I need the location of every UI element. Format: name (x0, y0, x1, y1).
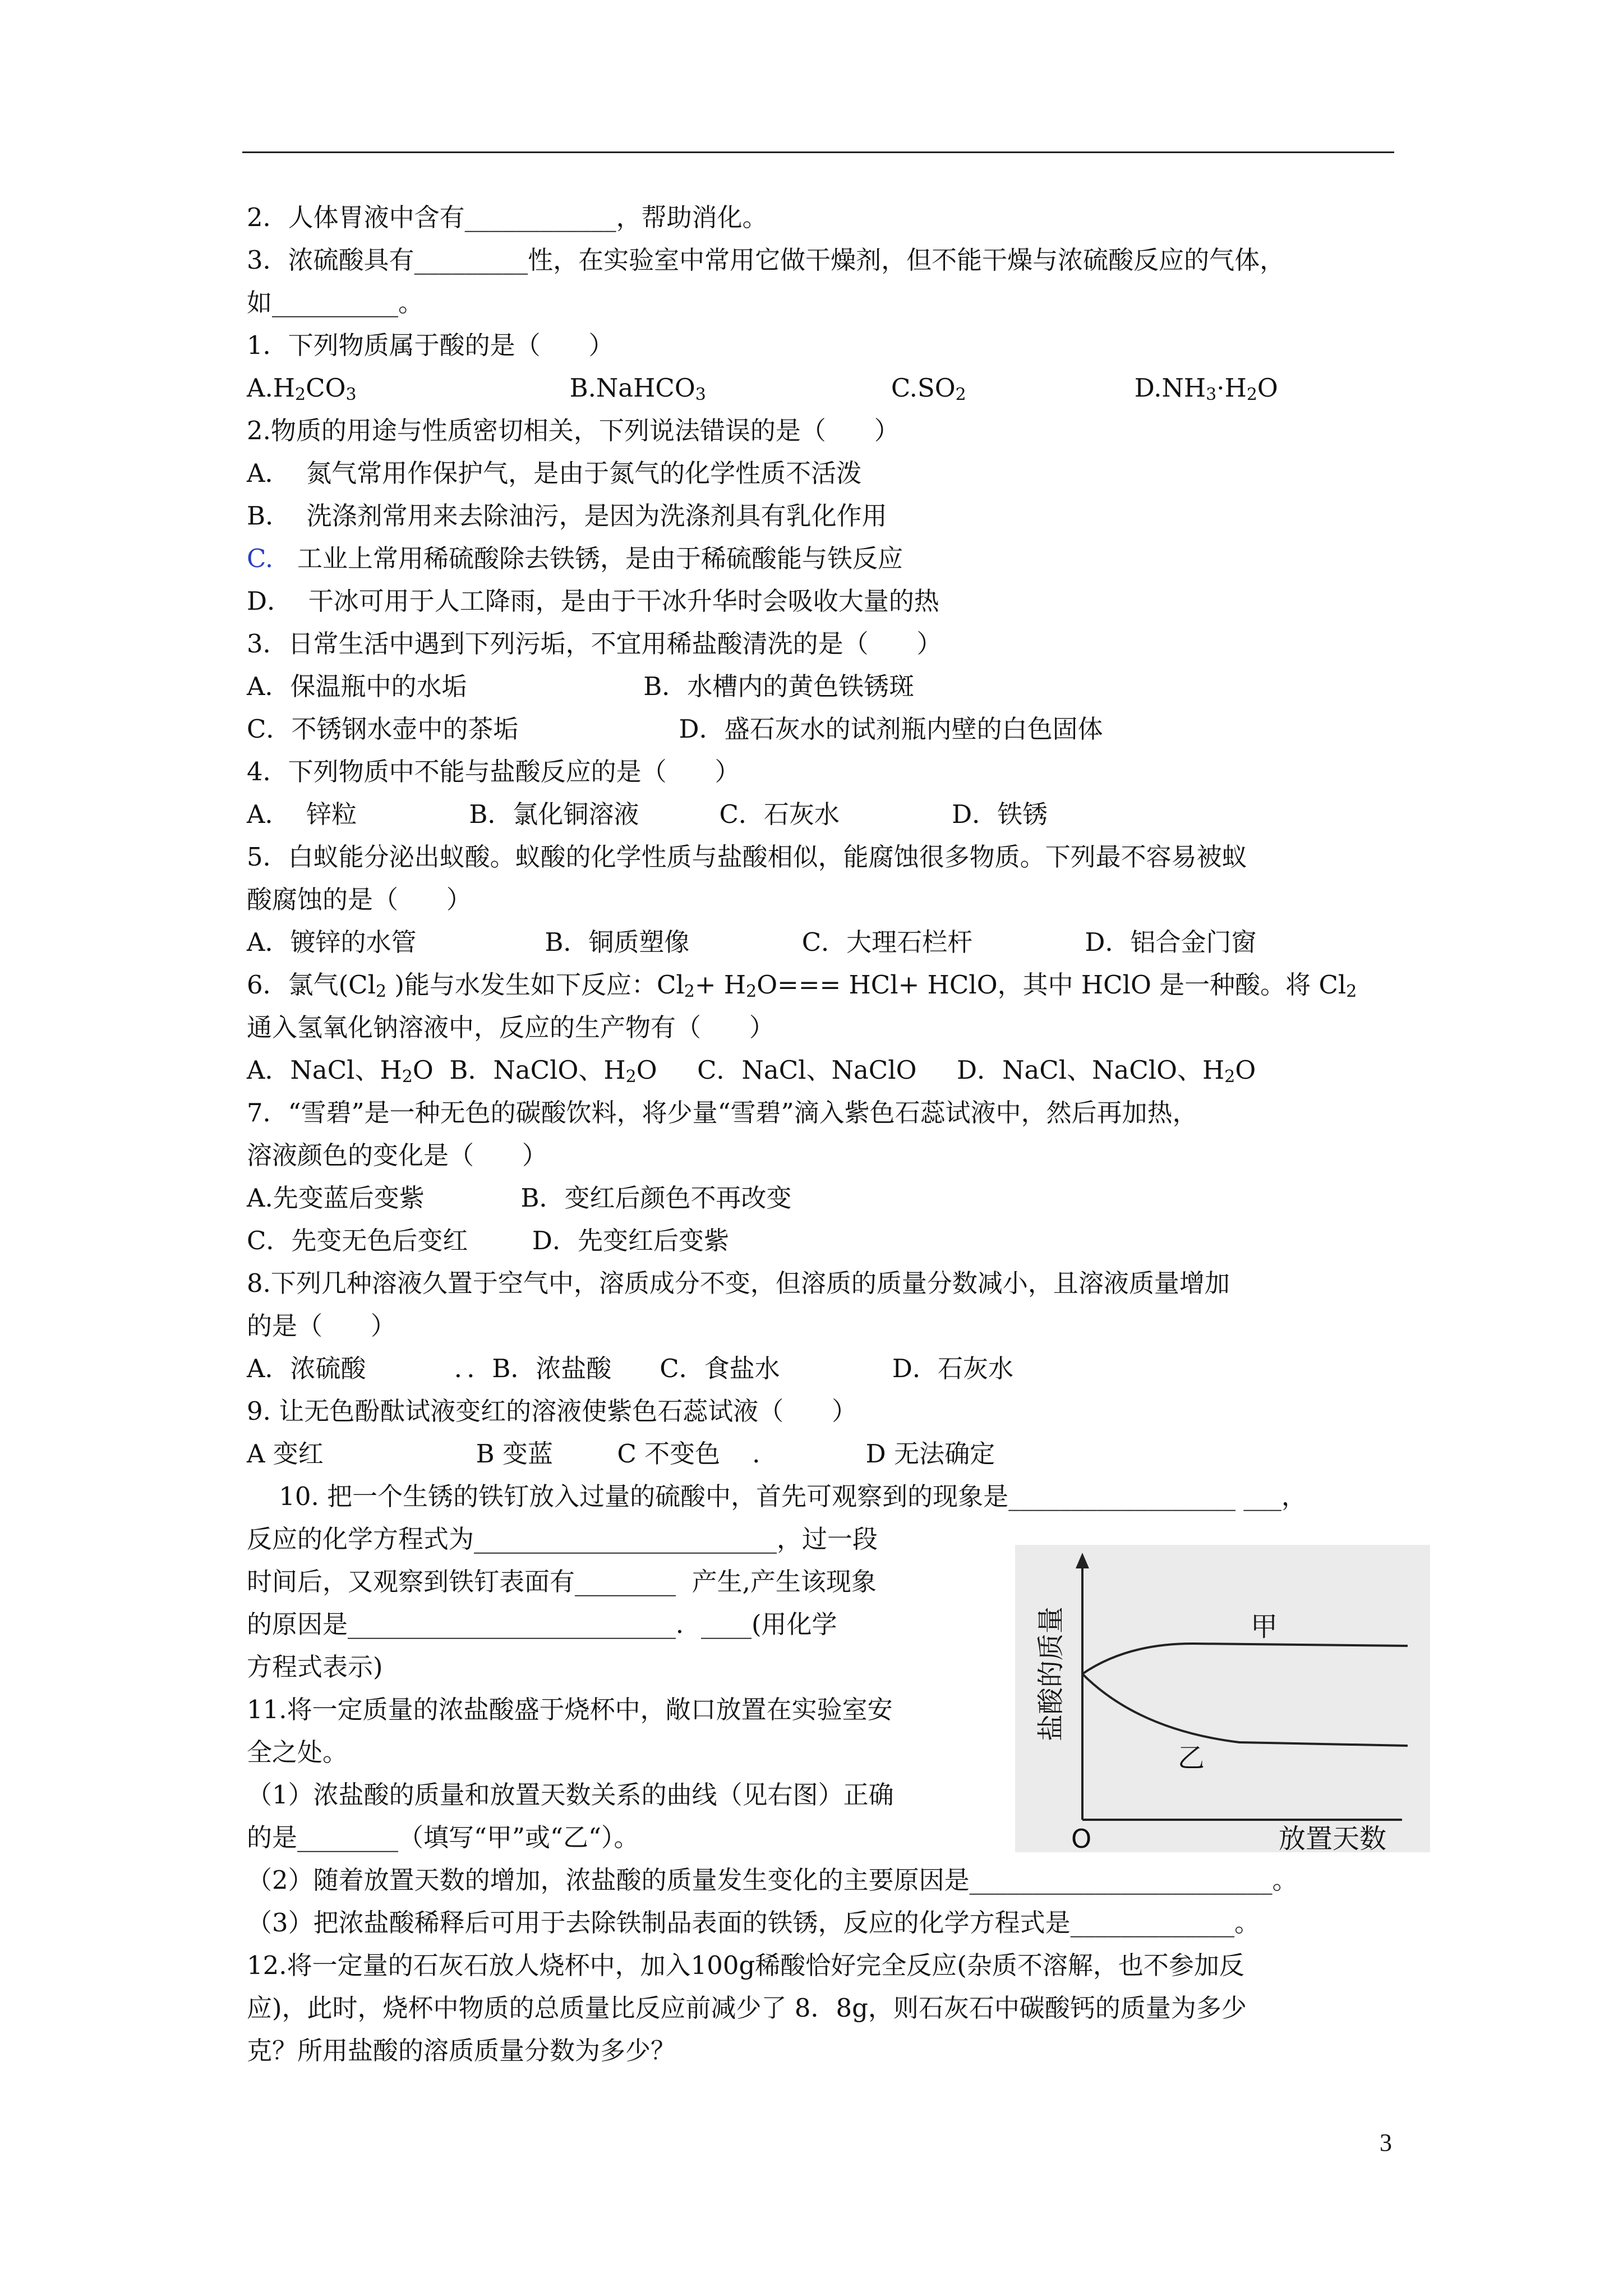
q-11-2: （2）随着放置天数的增加，浓盐酸的质量发生变化的主要原因是________________________。 (247, 1865, 1298, 1895)
curve-yi-label: 乙 (1178, 1742, 1205, 1774)
y-axis-label: 盐酸的质量 (1035, 1606, 1067, 1742)
q-10e: 方程式表示) (247, 1652, 383, 1682)
mc-2: 2.物质的用途与性质密切相关，下列说法错误的是（ ） (247, 416, 900, 445)
page-number: 3 (1380, 2129, 1392, 2156)
q-11-3: （3）把浓盐酸稀释后可用于去除铁制品表面的铁锈，反应的化学方程式是_____________。 (247, 1908, 1260, 1938)
origin-label: O (1071, 1824, 1092, 1852)
mass-vs-days-figure (1015, 1545, 1430, 1852)
mc-2-b: B． 洗涤剂常用来去除油污，是因为洗涤剂具有乳化作用 (247, 501, 887, 531)
q-12c: 克？所用盐酸的溶质质量分数为多少？ (247, 2036, 676, 2065)
mc-7: 7．“雪碧”是一种无色的碳酸饮料，将少量“雪碧”滴入紫色石蕊试液中，然后再加热， (247, 1098, 1198, 1128)
curve-jia (1082, 1644, 1408, 1674)
y-axis-arrow (1076, 1553, 1089, 1568)
mc-6: 6．氯气($Cl_2$ )能与水发生如下反应：$Cl_2+ H_2O=== HCl+$ HClO，其中 HClO 是一种酸。将 $Cl_2$ (247, 970, 1357, 1001)
q-12: 12.将一定量的石灰石放人烧杯中，加入100g稀酸恰好完全反应(杂质不溶解，也不参加反 (247, 1950, 1244, 1980)
mc-3: 3．日常生活中遇到下列污垢，不宜用稀盐酸清洗的是（ ） (247, 629, 942, 659)
header-rule (242, 151, 1394, 153)
mc-2-a: A． 氮气常用作保护气，是由于氮气的化学性质不活泼 (247, 458, 862, 488)
q-10d: 的原因是__________________________．____(用化学 (247, 1609, 837, 1639)
q-fill-3: 3．浓硫酸具有_________性，在实验室中常用它做干燥剂，但不能干燥与浓硫酸反应的气体， (247, 245, 1285, 275)
mc-5-options: A．镀锌的水管 B．铜质塑像 C．大理石栏杆 D．铝合金门窗 (247, 927, 1257, 957)
q-10b: 反应的化学方程式为________________________，过一段 (247, 1524, 878, 1554)
mc-6b: 通入氢氧化钠溶液中，反应的生产物有（ ） (247, 1013, 774, 1042)
mc-6-options: A．NaCl、$H_2O$ B．NaClO、$H_2O$ C．NaCl、NaClO D．NaCl、NaClO、$H_2O$ (247, 1055, 1256, 1087)
figure-svg (1015, 1545, 1430, 1852)
q-11-1: （1）浓盐酸的质量和放置天数关系的曲线（见右图）正确 (247, 1780, 894, 1810)
mc-8-options: A．浓硫酸 ．．B．浓盐酸 C．食盐水 D．石灰水 (247, 1354, 1014, 1383)
q-fill-2: 2．人体胃液中含有____________，帮助消化。 (247, 203, 768, 232)
mc-7b: 溶液颜色的变化是（ ） (247, 1140, 547, 1170)
mc-9: 9. 让无色酚酞试液变红的溶液使紫色石蕊试液（ ） (247, 1396, 857, 1426)
mc-5: 5．白蚁能分泌出蚁酸。蚁酸的化学性质与盐酸相似，能腐蚀很多物质。下列最不容易被蚁 (247, 842, 1247, 872)
q-10: 10. 把一个生锈的铁钉放入过量的硫酸中，首先可观察到的现象是__________________ ___， (247, 1481, 1307, 1511)
q-11b: 全之处。 (247, 1737, 348, 1767)
mc-4-options: A． 锌粒 B．氯化铜溶液 C．石灰水 D．铁锈 (247, 799, 1048, 829)
q-11: 11.将一定质量的浓盐酸盛于烧杯中，敞口放置在实验室安 (247, 1695, 893, 1724)
mc-2-d: D． 干冰可用于人工降雨，是由于干冰升华时会吸收大量的热 (247, 586, 939, 616)
q-11-1b: 的是________（填写“甲”或“乙“）。 (247, 1823, 639, 1852)
mc-1: 1．下列物质属于酸的是（ ） (247, 330, 614, 360)
mc-3-ab: A．保温瓶中的水垢 B．水槽内的黄色铁锈斑 (247, 671, 915, 701)
mc-9-options: A 变红 B 变蓝 C 不变色 ． D 无法确定 (247, 1439, 995, 1469)
mc-1-options: $A.H_2CO_3$ B.NaHCO$_3$ $C.SO_2$ $D.NH_3\cdot H_2O$ (247, 373, 1278, 404)
mc-5b: 酸腐蚀的是（ ） (247, 885, 472, 914)
mc-7-cd: C．先变无色后变红 D．先变红后变紫 (247, 1226, 729, 1255)
q-10c: 时间后，又观察到铁钉表面有________ 产生,产生该现象 (247, 1567, 877, 1596)
curve-yi (1082, 1674, 1408, 1746)
mc-8: 8.下列几种溶液久置于空气中，溶质成分不变，但溶质的质量分数减小，且溶液质量增加 (247, 1268, 1230, 1298)
mc-7-ab: A.先变蓝后变紫 B．变红后颜色不再改变 (247, 1183, 792, 1213)
curve-jia-label: 甲 (1251, 1611, 1278, 1642)
q-fill-3b: 如__________。 (247, 288, 424, 318)
mc-8b: 的是（ ） (247, 1311, 396, 1341)
mc-2-c: C. 工业上常用稀硫酸除去铁锈，是由于稀硫酸能与铁反应 (247, 544, 903, 573)
mc-4: 4．下列物质中不能与盐酸反应的是（ ） (247, 757, 740, 786)
q-12b: 应)，此时，烧杯中物质的总质量比反应前减少了 8．8g，则石灰石中碳酸钙的质量为多少 (247, 1993, 1247, 2023)
mc-3-cd: C．不锈钢水壶中的茶垢 D．盛石灰水的试剂瓶内壁的白色固体 (247, 714, 1103, 744)
x-axis-label: 放置天数 (1279, 1823, 1387, 1852)
